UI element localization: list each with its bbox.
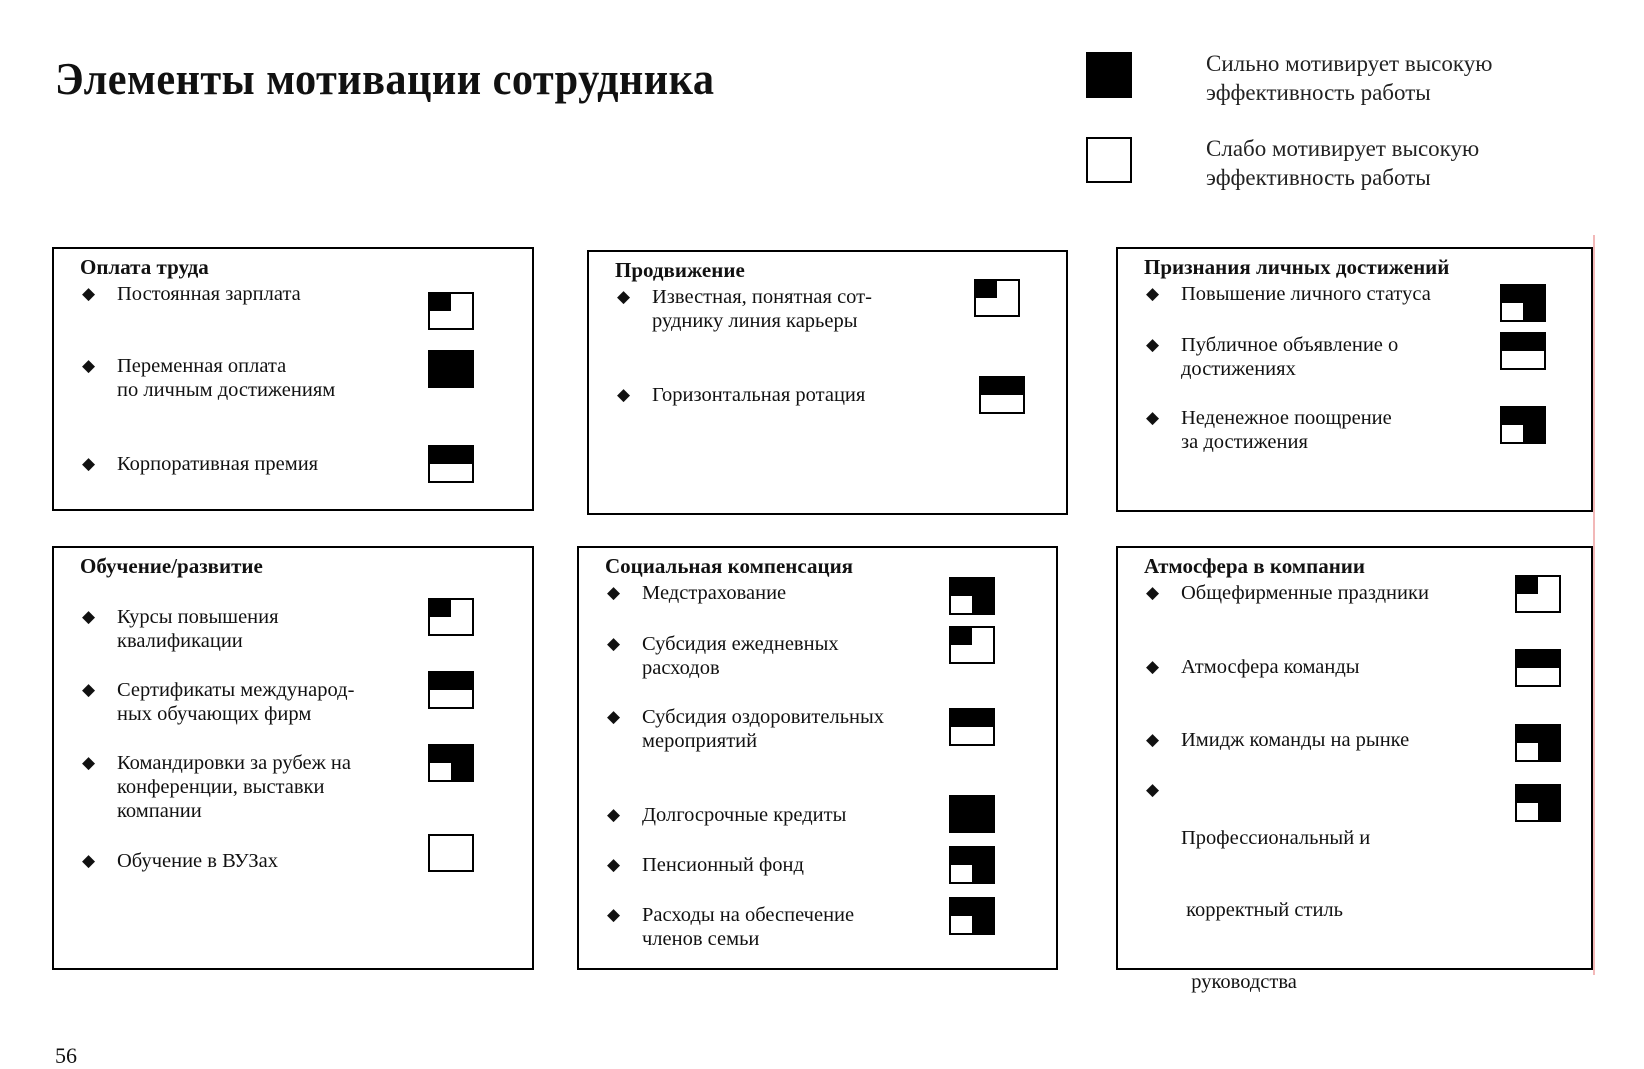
motivation-indicator [428,671,474,709]
card-promotion: Продвижение ◆ Известная, понятная сот- руднику линия карьеры ◆ Горизонтальная ротация [587,250,1068,515]
indicator-fill [1538,803,1559,820]
indicator-fill [972,865,993,882]
indicator-fill [430,600,451,617]
indicator-fill [951,899,993,916]
indicator-fill [1517,651,1559,668]
page-title: Элементы мотивации сотрудника [55,53,715,104]
motivation-indicator [1515,784,1561,822]
bullet-icon: ◆ [1146,408,1160,427]
page-number: 56 [55,1043,77,1068]
indicator-fill [1517,726,1559,743]
card-title: Обучение/развитие [80,554,263,578]
scan-edge-line [1593,235,1595,975]
indicator-fill [430,352,472,386]
legend-strong-indicator [1086,52,1132,98]
card-title: Атмосфера в компании [1144,554,1366,578]
indicator-fill [1523,303,1544,320]
indicator-fill [430,673,472,690]
indicator-fill [951,628,972,645]
legend-weak-label: Слабо мотивирует высокую эффективность работы [1206,136,1480,190]
card-payment: Оплата труда ◆ Постоянная зарплата ◆ Переменная оплата по личным достижениям ◆ Корпоративная премия [52,247,534,511]
card-social-compensation: Социальная компенсация ◆ Медстрахование ◆ Субсидия ежедневных расходов ◆ Субсидия оздоровительных мероприятий ◆ Долгосрочные кредиты ◆ Пенсионный фонд ◆ Расходы на обеспечение членов семьи [577,546,1058,970]
indicator-fill [951,848,993,865]
indicator-fill [981,378,1023,395]
indicator-fill [972,596,993,613]
indicator-fill [1502,334,1544,351]
motivation-indicator [949,708,995,746]
card-recognition: Признания личных достижений ◆ Повышение личного статуса ◆ Публичное объявление о достижениях ◆ Неденежное поощрение за достижения [1116,247,1593,512]
indicator-fill [451,763,472,780]
bullet-icon: ◆ [617,385,631,404]
bullet-icon: ◆ [607,805,621,824]
bullet-icon: ◆ [607,707,621,726]
bullet-icon: ◆ [1146,284,1160,303]
indicator-fill [1517,577,1538,594]
indicator-fill [1502,408,1544,425]
indicator-fill [1523,425,1544,442]
indicator-fill [972,916,993,933]
motivation-indicator [949,795,995,833]
motivation-indicator [979,376,1025,414]
bullet-icon: ◆ [1146,657,1160,676]
indicator-fill [951,579,993,596]
motivation-indicator [428,834,474,872]
legend-strong-label: Сильно мотивирует высокую эффективность работы [1206,51,1493,105]
motivation-indicator [974,279,1020,317]
bullet-icon: ◆ [1146,730,1160,749]
indicator-fill [1502,286,1544,303]
motivation-indicator [428,350,474,388]
motivation-indicator [428,744,474,782]
legend-weak-indicator [1086,137,1132,183]
motivation-indicator [1515,649,1561,687]
bullet-icon: ◆ [1146,780,1160,799]
indicator-fill [430,294,451,311]
motivation-indicator [949,577,995,615]
bullet-icon: ◆ [82,753,96,772]
bullet-icon: ◆ [82,454,96,473]
card-title: Социальная компенсация [605,554,854,578]
card-title: Признания личных достижений [1144,255,1450,279]
card-title: Оплата труда [80,255,209,279]
bullet-icon: ◆ [607,583,621,602]
motivation-indicator [428,292,474,330]
motivation-indicator [1500,332,1546,370]
legend-strong [1086,52,1606,112]
card-training: Обучение/развитие ◆ Курсы повышения квалификации ◆ Сертификаты международ- ных обучающих фирм ◆ Командировки за рубеж на конференции, выставки компании ◆ Обучение в ВУЗах [52,546,534,970]
indicator-fill [951,710,993,727]
bullet-icon: ◆ [1146,335,1160,354]
indicator-fill [430,746,472,763]
bullet-icon: ◆ [82,356,96,375]
motivation-indicator [949,897,995,935]
indicator-fill [1517,786,1559,803]
bullet-icon: ◆ [1146,583,1160,602]
bullet-icon: ◆ [82,284,96,303]
motivation-indicator [949,626,995,664]
indicator-fill [976,281,997,298]
bullet-icon: ◆ [607,855,621,874]
motivation-indicator [1500,406,1546,444]
motivation-indicator [1515,724,1561,762]
motivation-indicator [1515,575,1561,613]
motivation-indicator [949,846,995,884]
indicator-fill [951,797,993,831]
bullet-icon: ◆ [607,905,621,924]
motivation-indicator [428,598,474,636]
bullet-icon: ◆ [82,607,96,626]
bullet-icon: ◆ [82,851,96,870]
bullet-icon: ◆ [607,634,621,653]
card-company-atmosphere: Атмосфера в компании ◆ Общефирменные праздники ◆ Атмосфера команды ◆ Имидж команды на рынке ◆ Профессиональный и корректный стиль руководства [1116,546,1593,970]
indicator-fill [1538,743,1559,760]
legend-weak [1086,137,1606,197]
indicator-fill [430,447,472,464]
bullet-icon: ◆ [82,680,96,699]
bullet-icon: ◆ [617,287,631,306]
card-title: Продвижение [615,258,745,282]
motivation-indicator [428,445,474,483]
motivation-indicator [1500,284,1546,322]
